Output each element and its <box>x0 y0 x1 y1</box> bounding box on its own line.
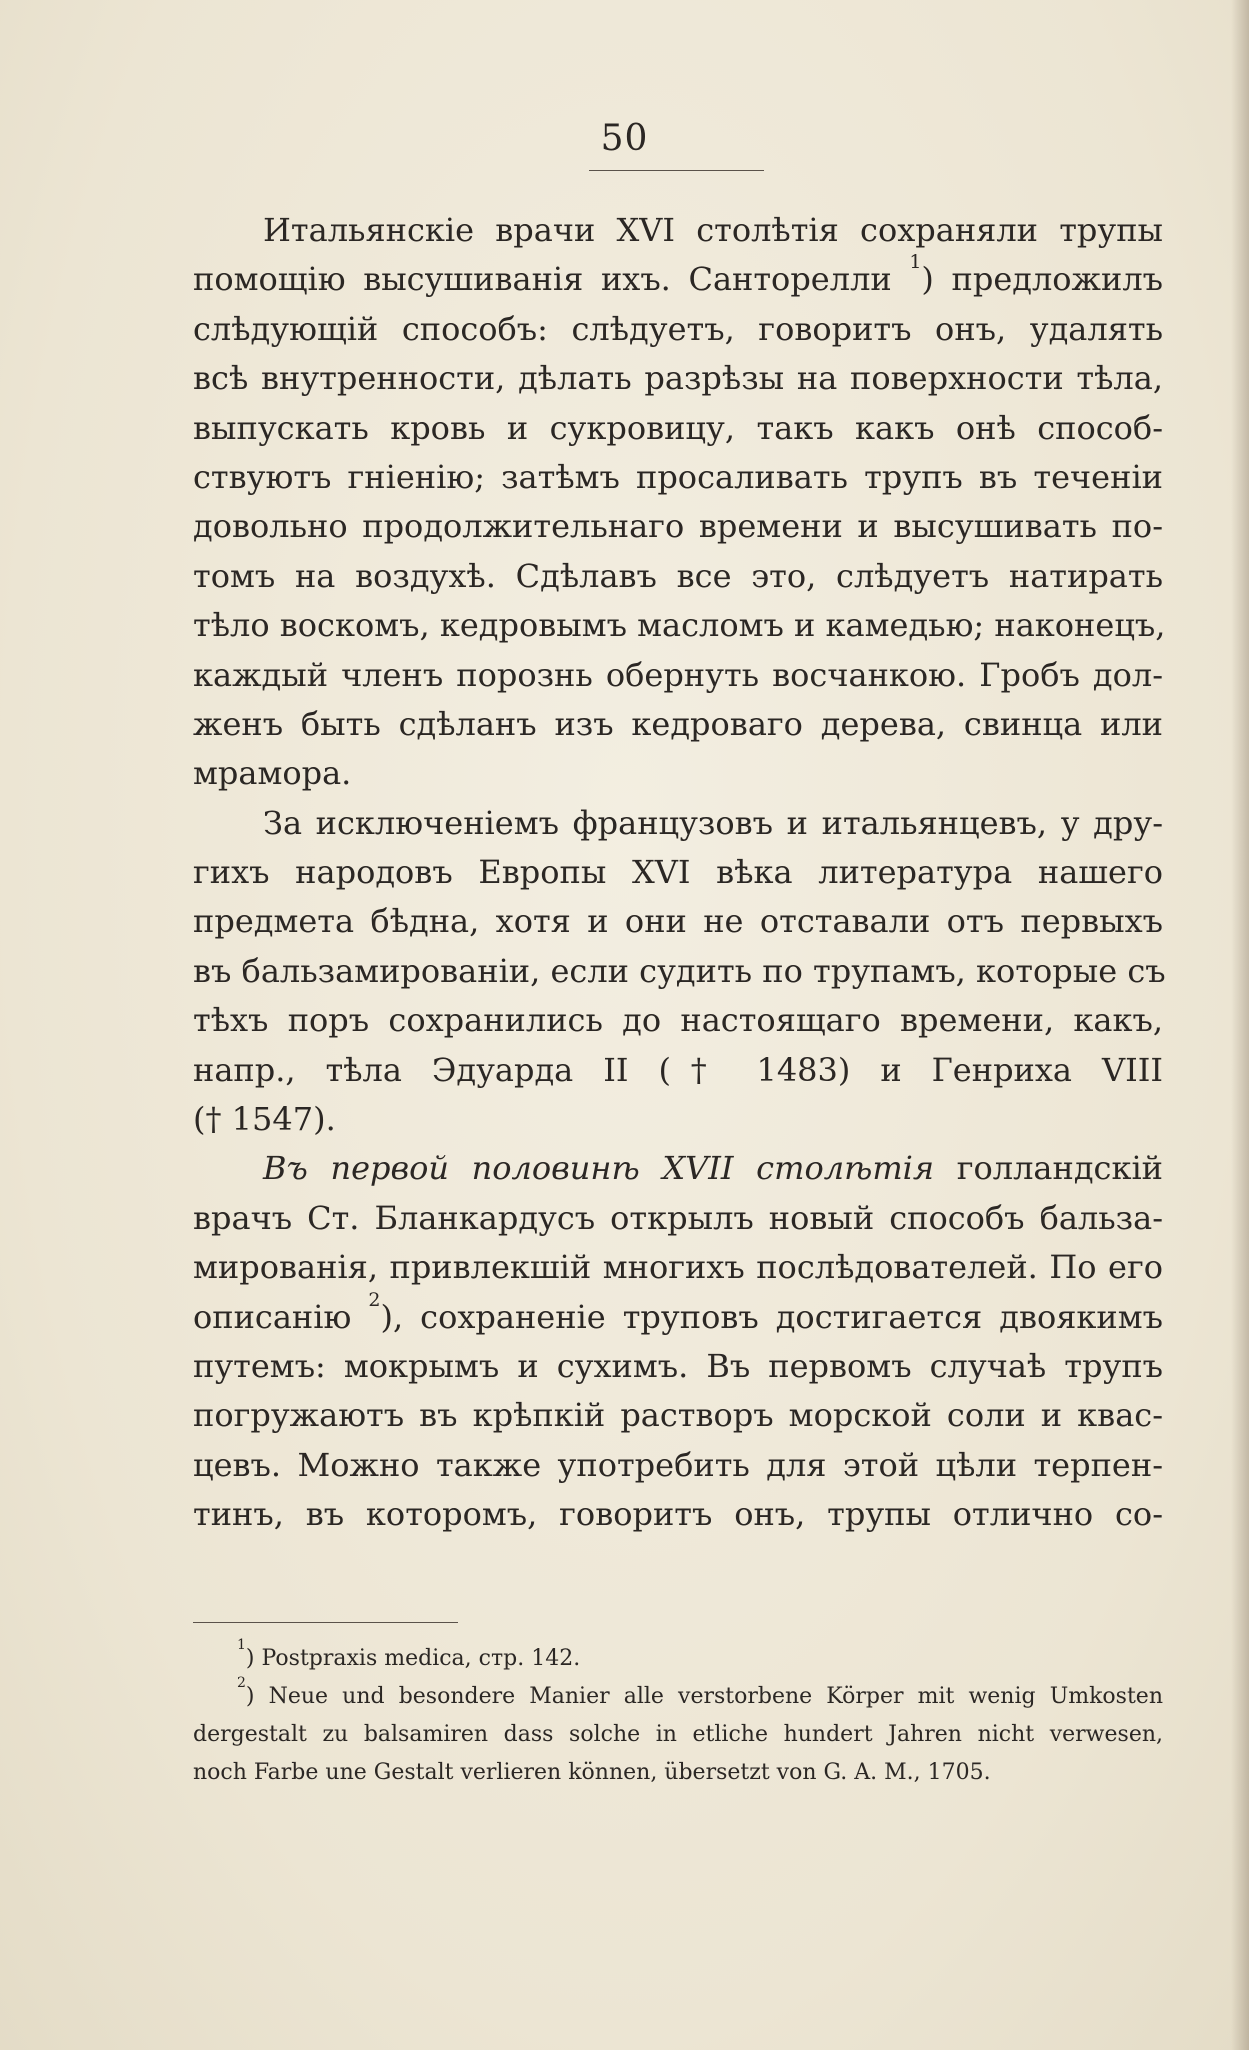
body-text <box>193 206 1166 1540</box>
text-line: напр., тѣла Эдуарда II († 1483) и Генриха VIII <box>193 1050 1163 1089</box>
text-segment: ), сохраненіе труповъ достигается двоякимъ <box>380 1297 1164 1336</box>
text-line: томъ на воздухѣ. Сдѣлавъ все это, слѣдуетъ натирать <box>193 556 1163 595</box>
text-line: слѣдующій способъ: слѣдуетъ, говоритъ онъ, удалять <box>193 309 1163 348</box>
footnote-1 <box>193 1637 1163 1678</box>
footnote-text: ) Postpraxis medica, стр. 142. <box>245 1646 581 1671</box>
footnote-text: ) Neue und besondere Manier alle verstorbene Körper mit wenig Umkosten <box>245 1684 1163 1709</box>
text-line: каждый членъ порознь обернуть восчанкою. Гробъ дол- <box>193 655 1163 694</box>
text-line: предмета бѣдна, хотя и они не отставали отъ первыхъ <box>193 902 1163 941</box>
page-number-rule <box>589 170 764 171</box>
text-line: († 1547). <box>193 1100 336 1139</box>
text-line: женъ быть сдѣланъ изъ кедроваго дерева, свинца или <box>193 704 1163 743</box>
footnote-line: dergestalt zu balsamiren dass solche in etliche hundert Jahren nicht verwesen, <box>193 1722 1163 1747</box>
text-line: довольно продолжительнаго времени и высушивать по- <box>193 507 1163 546</box>
text-line: путемъ: мокрымъ и сухимъ. Въ первомъ случаѣ трупъ <box>193 1346 1163 1385</box>
text-line: мрамора. <box>193 754 352 793</box>
text-segment: помощію высушиванія ихъ. Санторелли <box>193 260 910 299</box>
text-line: въ бальзамированіи, если судить по трупамъ, которые съ <box>193 951 1166 990</box>
footnote-ref-2[interactable]: 2 <box>368 1288 381 1311</box>
text-segment: голландскій <box>934 1149 1163 1188</box>
text-line <box>193 1288 1164 1342</box>
footnotes <box>193 1637 1163 1792</box>
text-line: мированія, привлекшій многихъ послѣдователей. По его <box>193 1248 1163 1287</box>
text-line: тѣхъ поръ сохранились до настоящаго времени, какъ, <box>193 1001 1163 1040</box>
text-line: цевъ. Можно также употребить для этой цѣли терпен- <box>193 1445 1163 1484</box>
footnote-mark: 1 <box>237 1637 246 1653</box>
text-line: Итальянскіе врачи XVI столѣтія сохраняли трупы <box>263 211 1163 249</box>
text-line: За исключеніемъ французовъ и итальянцевъ, у дру- <box>263 803 1163 842</box>
text-line: тѣло воскомъ, кедровымъ масломъ и камедью; наконецъ, <box>193 606 1166 645</box>
text-line: ствуютъ гніенію; затѣмъ просаливать трупъ въ теченіи <box>193 457 1163 496</box>
footnote-rule <box>193 1622 458 1623</box>
footnote-line: noch Farbe une Gestalt verlieren können, übersetzt von G. A. M., 1705. <box>193 1760 991 1785</box>
text-line: тинъ, въ которомъ, говоритъ онъ, трупы отлично со- <box>193 1495 1163 1534</box>
page-number: 50 <box>600 118 649 159</box>
text-line <box>193 1144 1163 1193</box>
text-line: врачъ Ст. Бланкардусъ открылъ новый способъ бальза- <box>193 1198 1163 1237</box>
text-segment: ) <box>921 260 934 299</box>
text-line <box>193 251 1164 304</box>
text-line: погружаютъ въ крѣпкій растворъ морской соли и квас- <box>193 1396 1163 1435</box>
footnote-2 <box>193 1675 1163 1716</box>
text-segment: описанію <box>193 1297 369 1336</box>
footnote-ref-1[interactable]: 1 <box>909 251 922 274</box>
spine-shadow <box>1231 0 1249 2050</box>
text-line: всѣ внутренности, дѣлать разрѣзы на поверхности тѣла, <box>193 359 1163 398</box>
text-line: гихъ народовъ Европы XVI вѣка литература нашего <box>193 853 1163 892</box>
text-line: выпускать кровь и сукровицу, такъ какъ онѣ способ- <box>193 408 1163 447</box>
footnote-mark: 2 <box>237 1675 246 1691</box>
text-segment: предложилъ <box>933 260 1164 299</box>
italic-phrase: Въ первой половинѣ XVII столѣтія <box>263 1149 935 1188</box>
